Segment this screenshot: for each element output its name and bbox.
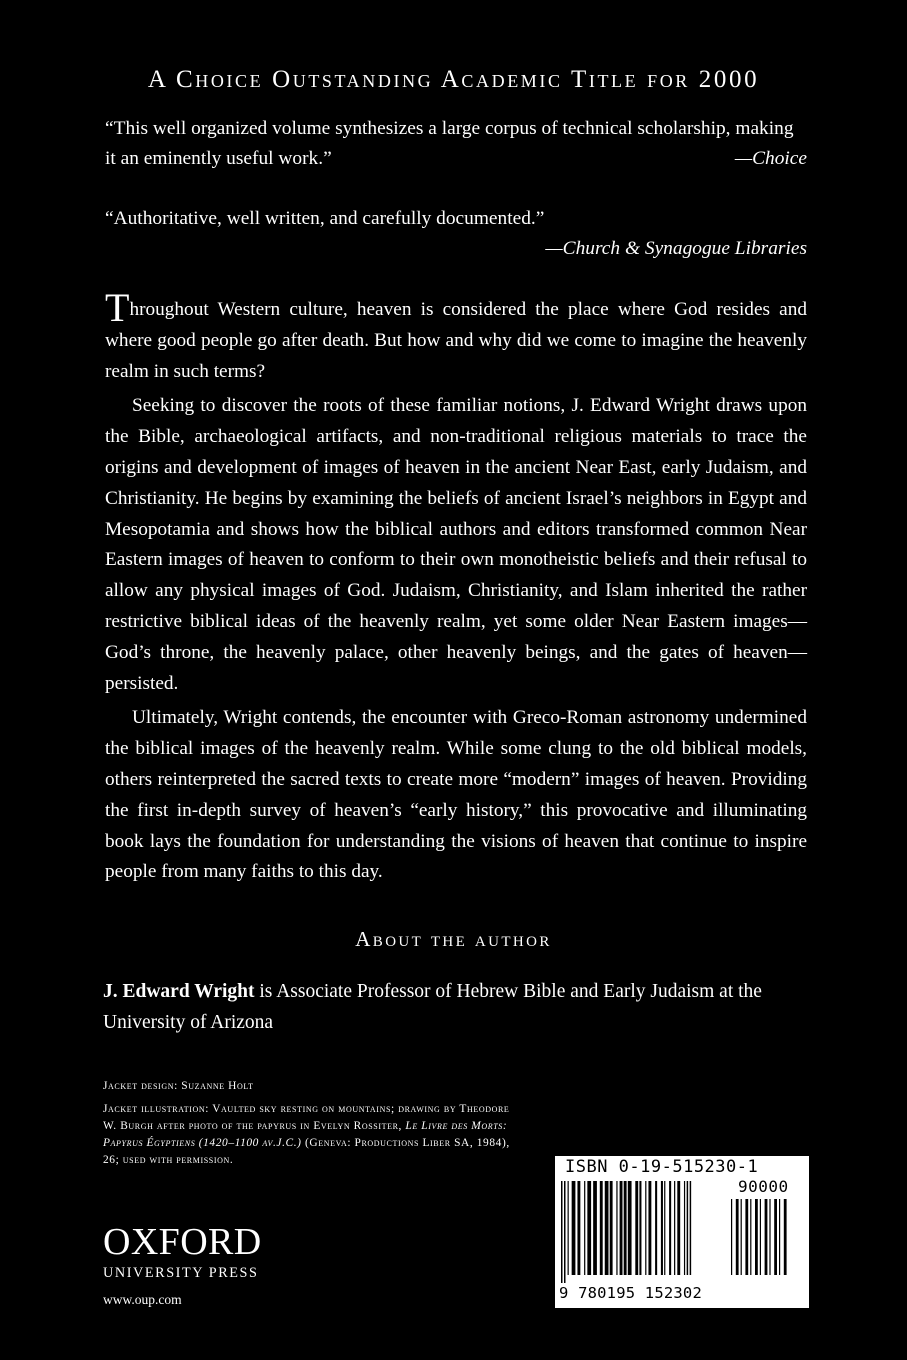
barcode-bar — [645, 1181, 646, 1275]
price-code: 90000 — [738, 1177, 789, 1196]
credit-text: Jacket illustration: Vaulted sky resting on mountains; drawing by Theodore W. Burgh after photo of the papyrus in Evelyn Rossiter, — [103, 1103, 510, 1132]
barcode-bar — [779, 1199, 780, 1275]
author-bio — [103, 976, 808, 1038]
review-blurb-library — [105, 204, 807, 264]
barcode-bar — [639, 1181, 641, 1275]
barcode-bar — [731, 1199, 732, 1275]
blurb-quote: “Authoritative, well written, and carefully documented.” — [105, 208, 545, 229]
review-blurb-choice — [105, 114, 807, 174]
barcode-bar — [584, 1181, 585, 1275]
addon-barcode-bars — [731, 1199, 803, 1283]
barcode-bar — [600, 1181, 603, 1275]
barcode-bar — [669, 1181, 671, 1275]
barcode-bar — [741, 1199, 742, 1275]
publisher-logo: OXFORD — [103, 1221, 262, 1263]
author-name: J. Edward Wright — [103, 981, 255, 1002]
barcode-bar — [648, 1181, 651, 1275]
barcode-bar — [687, 1181, 689, 1275]
about-author-heading: About the author — [355, 927, 552, 951]
barcode-bar — [774, 1199, 777, 1275]
barcode-bar — [568, 1181, 569, 1275]
description-paragraph: Seeking to discover the roots of these familiar notions, J. Edward Wright draws upon the Bible, archaeological artifacts, and non-traditional religious materials to trace the origins and development of images of heaven in the ancient Near East, early Judaism, and Christianity. He begins by examining the beliefs of ancient Israel’s neighbors in Egypt and Mesopotamia and shows how the biblical authors and editors transformed common Near Eastern images of heaven to conform to their own monotheistic beliefs and their refusal to allow any physical images of God. Judaism, Christianity, and Islam inherited the rather restrictive biblical ideas of the heavenly realm, yet some older Near Eastern images—God’s throne, the heavenly palace, other heavenly beings, and the gates of heaven—persisted. — [105, 395, 807, 694]
isbn-number: ISBN 0-19-515230-1 — [565, 1157, 759, 1177]
barcode-bar — [674, 1181, 675, 1275]
isbn-barcode — [555, 1156, 809, 1308]
ean-number: 9 780195 152302 — [559, 1284, 702, 1302]
barcode-bar — [755, 1199, 758, 1275]
credit-text: (Geneva: Productions Liber SA, 1984), 26; used with permission. — [103, 1137, 510, 1166]
barcode-bar — [561, 1181, 563, 1283]
barcode-bar — [605, 1181, 609, 1275]
barcode-bar — [572, 1181, 576, 1275]
barcode-bar — [587, 1181, 591, 1275]
barcode-bar — [750, 1199, 751, 1275]
book-description — [105, 285, 807, 892]
barcode-bar — [765, 1199, 768, 1275]
paragraph-text: hroughout Western culture, heaven is considered the place where God resides and where good people go after death. But how and why did we come to imagine the heavenly realm in such terms? — [105, 299, 807, 382]
ean-barcode-bars — [561, 1181, 727, 1283]
barcode-bar — [577, 1181, 580, 1275]
barcode-bar — [661, 1181, 663, 1275]
barcode-bar — [760, 1199, 761, 1275]
barcode-bar — [628, 1181, 632, 1275]
publisher-url: www.oup.com — [103, 1292, 182, 1307]
barcode-bar — [745, 1199, 748, 1275]
barcode-bar — [564, 1181, 566, 1283]
blurb-source: —Church & Synagogue Libraries — [545, 238, 807, 259]
blurb-quote: “This well organized volume synthesizes a large corpus of technical scholarship, making it an eminently useful work.” — [105, 118, 794, 169]
description-paragraph — [105, 285, 807, 387]
barcode-bar — [664, 1181, 665, 1275]
barcode-bar — [684, 1181, 685, 1275]
barcode-bar — [784, 1199, 787, 1275]
jacket-design-credit: Jacket design: Suzanne Holt — [103, 1080, 254, 1092]
barcode-bar — [593, 1181, 597, 1275]
barcode-bar — [620, 1181, 623, 1275]
drop-cap: T — [105, 285, 130, 330]
credit-title: Le Livre des Morts: Papyrus Égyptiens (1420–1100 av.J.C.) — [103, 1120, 508, 1149]
description-paragraph: Ultimately, Wright contends, the encounter with Greco-Roman astronomy undermined the biblical images of the heavenly realm. While some clung to the old biblical models, others reinterpreted the sacred texts to create more “modern” images of heaven. Providing the first in-depth survey of heaven’s “early history,” this provocative and illuminating book lays the foundation for understanding the visions of heaven that continue to inspire people from many faiths to this day. — [105, 707, 807, 883]
barcode-bar — [690, 1181, 692, 1275]
barcode-bar — [736, 1199, 739, 1275]
barcode-bar — [624, 1181, 627, 1275]
award-title: A Choice Outstanding Academic Title for 2000 — [147, 66, 760, 93]
publisher-press: UNIVERSITY PRESS — [103, 1265, 259, 1281]
barcode-bar — [616, 1181, 617, 1275]
author-bio-text: is Associate Professor of Hebrew Bible and Early Judaism at the University of Arizona — [103, 981, 762, 1033]
jacket-credits — [103, 1078, 523, 1175]
blurb-source: —Choice — [734, 148, 807, 169]
barcode-bar — [655, 1181, 657, 1275]
barcode-bar — [677, 1181, 680, 1275]
barcode-bar — [635, 1181, 638, 1275]
barcode-bar — [610, 1181, 613, 1275]
jacket-illustration-credit — [103, 1101, 523, 1169]
barcode-bar — [769, 1199, 770, 1275]
